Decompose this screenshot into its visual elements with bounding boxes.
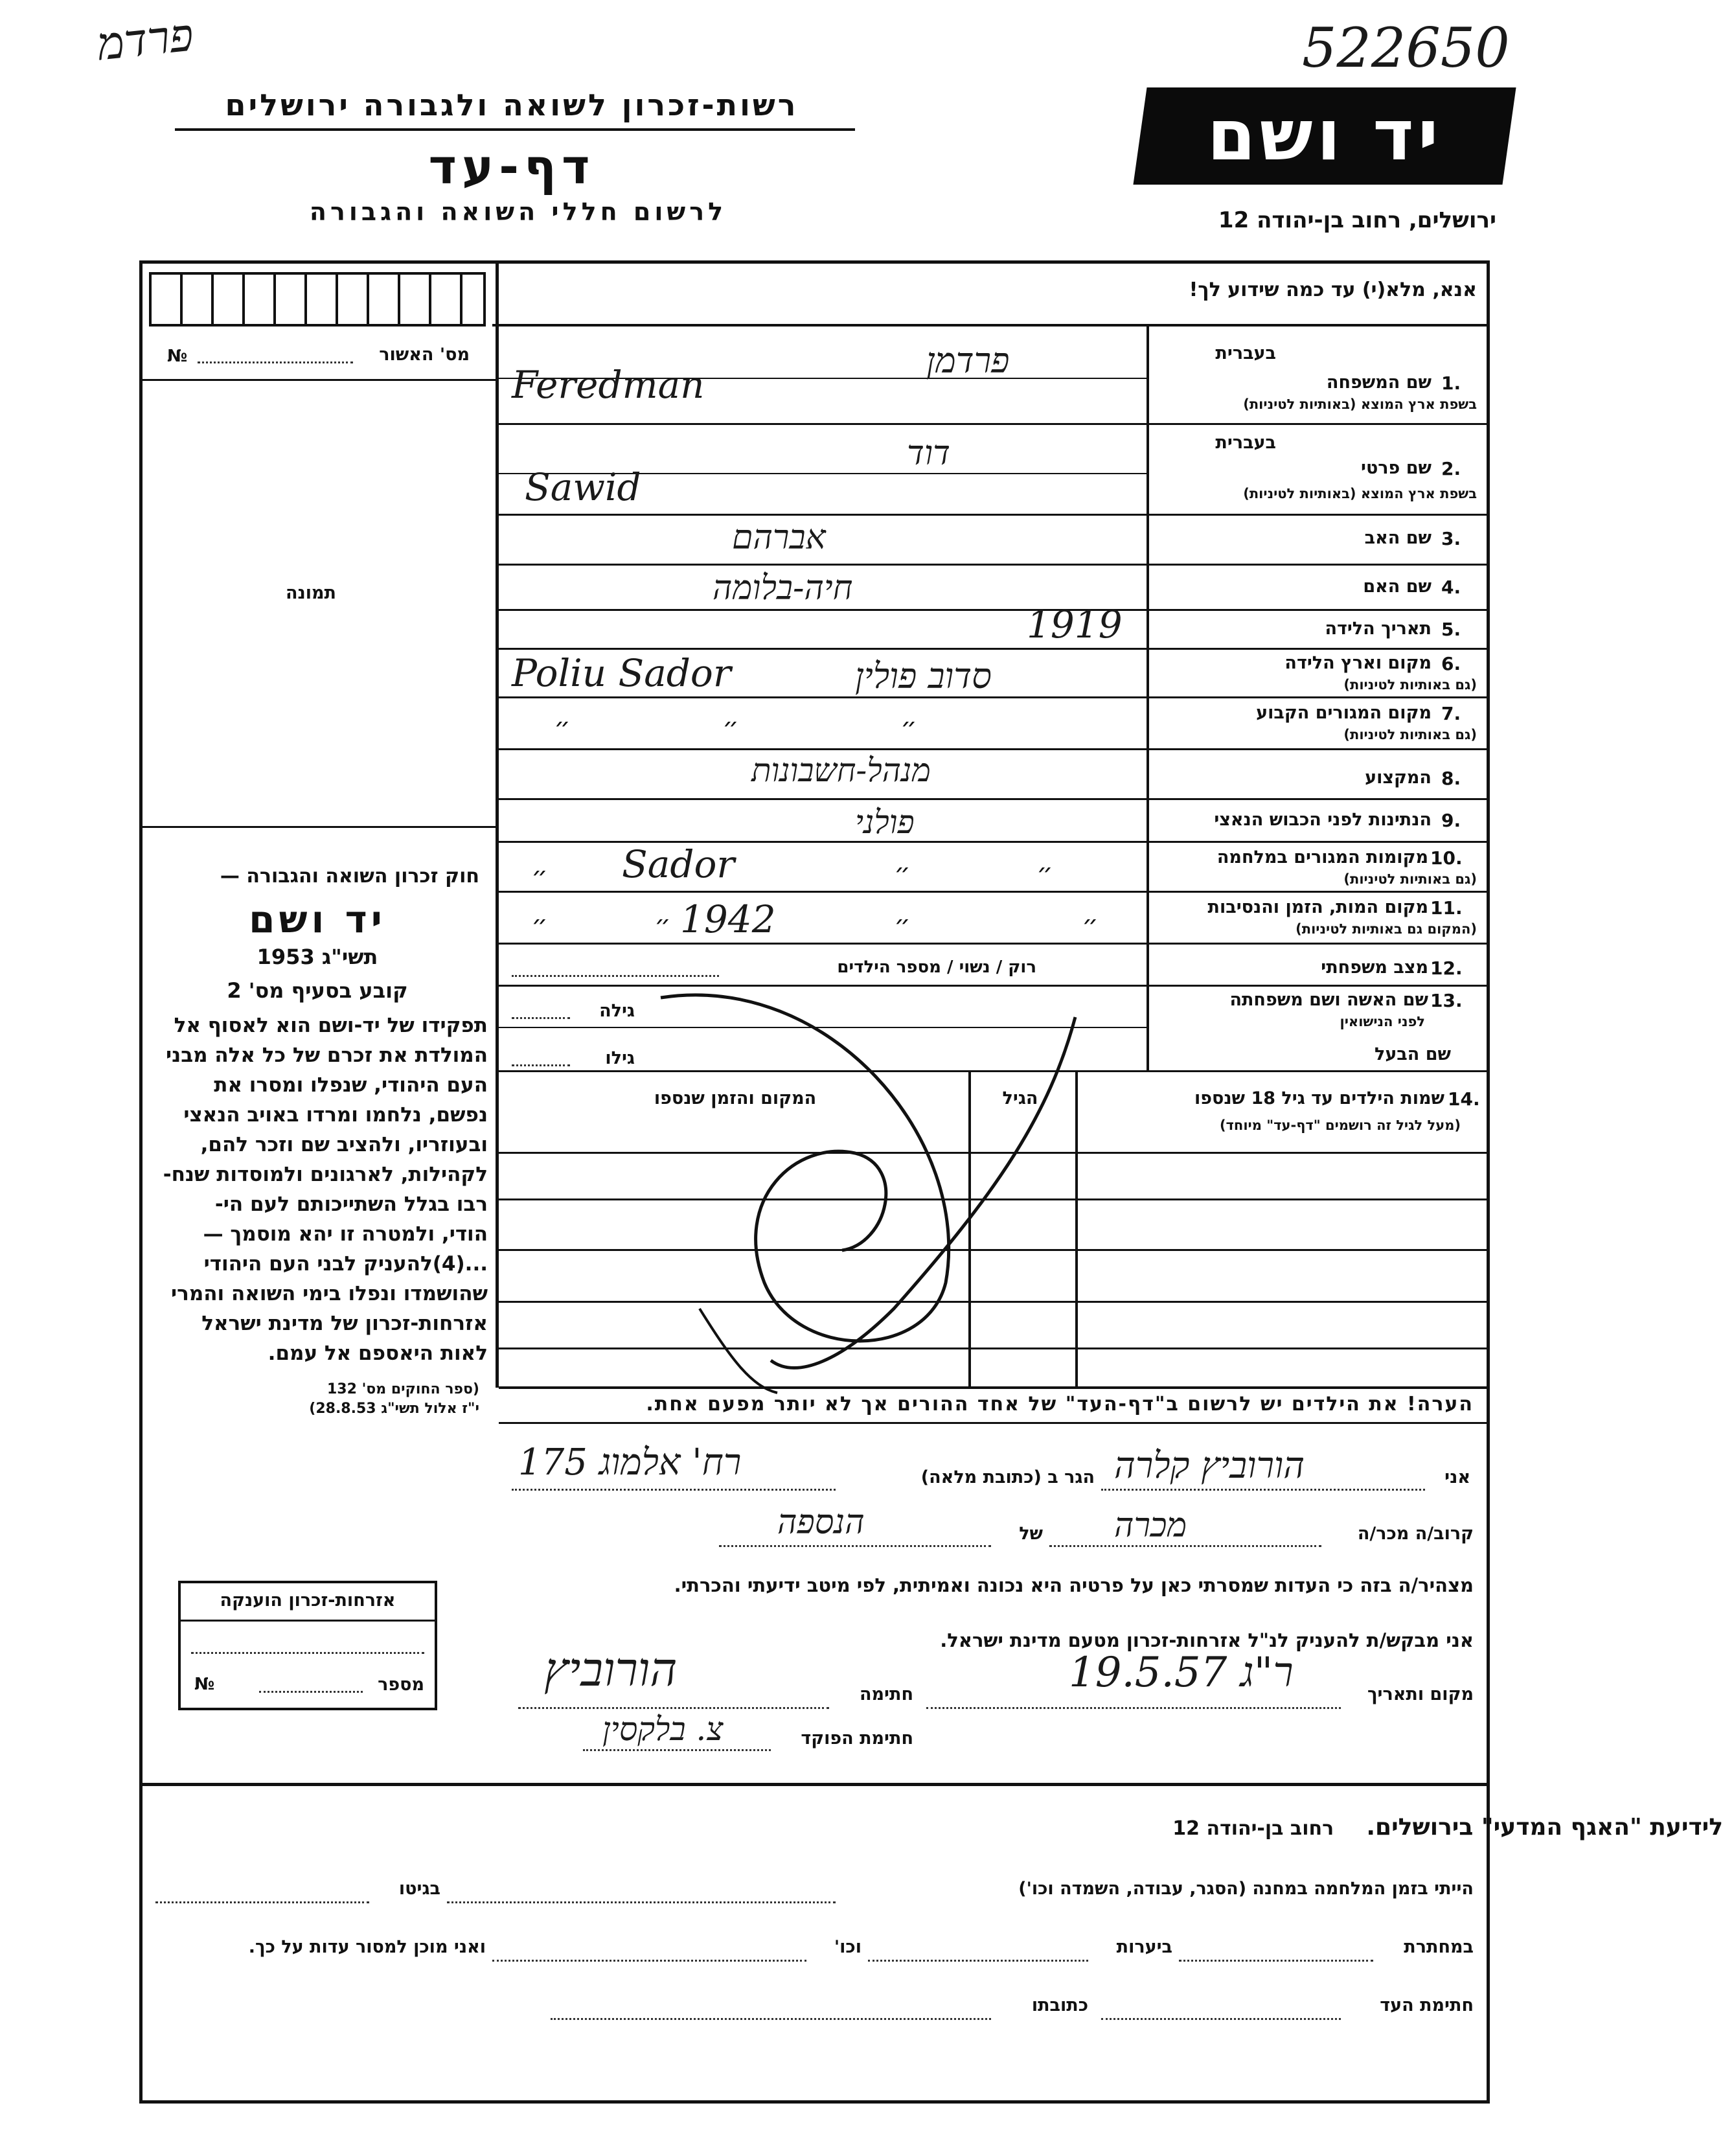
photo-divider [143, 826, 496, 828]
husband-label: שם הבעל [1374, 1044, 1451, 1064]
bottom-camp-dotline [447, 1901, 836, 1903]
law-text-line: המולדת את זכרם של כל אלה מבני [166, 1044, 488, 1067]
row-divider-6 [499, 696, 1490, 698]
address-dotline [512, 1489, 836, 1491]
field-9-number: 9. [1441, 810, 1461, 831]
law-text-line: שהושמדו ונפלו בימי השואה והמרי [171, 1282, 488, 1305]
bottom-etc-dotline [492, 1960, 806, 1962]
bottom-address-label: כתובתו [1031, 1995, 1088, 2015]
husband-age-dotline [512, 1064, 570, 1066]
field-1-sub: בשפת ארץ המוצא (באותיות לטיניות) [1243, 396, 1477, 412]
row-divider-3 [499, 564, 1490, 566]
field-5-label: תאריך הלידה [1325, 619, 1432, 639]
field-13-label: שם האשה ושם משפחתה [1229, 990, 1428, 1010]
children-sub: (מעל לגיל זה רושמים "דף-עד" מיוחד) [1219, 1118, 1461, 1133]
law-text-line: תפקידו של יד-ושם הוא לאסוף אל [174, 1014, 488, 1037]
approval-boxes [149, 272, 486, 327]
declarant-name-dotline [1101, 1489, 1425, 1491]
officer-signature-label: חתימת הפוקד [801, 1728, 913, 1749]
law-reference-2: י"ז אלול תשי"ג 28.8.53) [309, 1401, 479, 1417]
approval-label: מס' האשור [379, 345, 470, 365]
bottom-section-divider [139, 1783, 1490, 1786]
row-divider-1 [499, 423, 1490, 425]
photo-label: תמונה [285, 583, 337, 603]
field-12-number: 12. [1430, 958, 1463, 979]
field-11-sub: (המקום גם באותיות לטיניות) [1295, 921, 1477, 937]
field-2-sub: בשפת ארץ המוצא (באותיות לטיניות) [1243, 486, 1477, 501]
row-divider-11 [499, 943, 1490, 945]
field-10-number: 10. [1430, 847, 1463, 869]
field-1-label: שם המשפחה [1326, 373, 1432, 393]
field-3-label: שם האב [1364, 528, 1432, 548]
archive-number: 522650 [1302, 16, 1510, 80]
field-2-lang: בעברית [1215, 433, 1276, 453]
row-divider-10 [499, 891, 1490, 893]
field-6-number: 6. [1441, 653, 1461, 674]
surname-hebrew-value: פרדמן [926, 340, 1010, 381]
row-divider-7 [499, 748, 1490, 750]
bottom-underground-label: במחתרת [1404, 1937, 1474, 1957]
relation-value: מכרה [1114, 1506, 1187, 1545]
citizenship-box-divider [178, 1620, 437, 1622]
citizenship-box-no: № [194, 1675, 215, 1694]
signature-label: חתימה [859, 1684, 913, 1704]
law-text-line: הודי, ולמטרה זו יהא מוסמך — [203, 1222, 488, 1246]
field-10-sub: (גם באותיות לטיניות) [1343, 871, 1477, 887]
bottom-etc-label: וכו' [834, 1937, 862, 1957]
bottom-witness-dotline [1101, 2018, 1341, 2020]
of-dotline [719, 1545, 991, 1547]
bottom-heading [505, 1814, 1723, 1841]
children-place-header: המקום והזמן שנספו [654, 1088, 817, 1108]
row-divider-8 [499, 798, 1490, 800]
father-name-value: אברהם [732, 518, 826, 557]
law-text-line: נפשם, נלחמו ומרדו באויב הנאצי [183, 1103, 488, 1127]
wartime-place-value: Sador [622, 842, 735, 886]
birth-year-value: 1919 [1027, 602, 1123, 647]
field-7-label: מקום המגורים הקבוע [1256, 703, 1432, 723]
authority-underline [175, 128, 855, 131]
handwritten-file-code: פרדמ [95, 8, 196, 71]
birthplace-hebrew-value: סדוב פולין [855, 656, 992, 696]
field-2-number: 2. [1441, 458, 1461, 479]
left-column-border [496, 260, 499, 1388]
bottom-testimony-label: ואני מוכן למסור עדות על כך. [248, 1937, 486, 1957]
wartime-ditto-1: ״ [531, 862, 548, 891]
field-6-label: מקום וארץ הלידה [1284, 653, 1432, 673]
signature-dotline [518, 1707, 829, 1709]
field-6-sub: (גם באותיות לטיניות) [1343, 677, 1477, 693]
logo-text: יד ושם [1207, 95, 1443, 176]
bottom-camp-label: הייתי בזמן המלחמה במחנה (הסגר, עבודה, השמדה וכו') [1018, 1879, 1474, 1899]
surname-latin-value: Feredman [512, 363, 705, 407]
yad-vashem-logo [1133, 87, 1516, 185]
field-13-sub: לפני הנישואין [1340, 1014, 1425, 1029]
citizenship-box-line-2 [259, 1691, 363, 1693]
field-2-label: שם פרטי [1361, 458, 1432, 478]
law-text-line: רבו בגלל השתייכותם לעם הי- [214, 1193, 488, 1216]
place-date-dotline [926, 1707, 1341, 1709]
address-value: רח' אלמוג 175 [518, 1441, 742, 1484]
death-ditto-4: ״ [1082, 910, 1099, 940]
bottom-witness-signature-label: חתימת העד [1380, 1995, 1474, 2015]
wife-age-dotline [512, 1017, 570, 1019]
field-1-lang: בעברית [1215, 343, 1276, 363]
authority-name: רשות-זכרון לשואה ולגבורה ירושלים [225, 87, 799, 122]
firstname-latin-value: Sawid [525, 465, 641, 509]
citizenship-box-number-label: מספר [378, 1675, 424, 1695]
law-text-line: ...(4)להעניק לבני העם היהודי [203, 1252, 488, 1276]
residence-ditto-1: ״ [554, 713, 571, 742]
death-year-value: 1942 [680, 897, 776, 941]
approval-divider [143, 379, 496, 381]
place-date-label: מקום ותאריך [1367, 1684, 1474, 1704]
law-text [148, 1011, 488, 1368]
relative-label: קרוב/ה מכר/ה [1357, 1524, 1474, 1544]
law-year-number: 1953 [257, 945, 315, 969]
of-label: של [1019, 1524, 1043, 1544]
note-divider [499, 1422, 1490, 1424]
firstname-hebrew-value: דוד [907, 434, 950, 473]
field-8-label: המקצוע [1365, 768, 1432, 788]
death-ditto-1: ״ [531, 910, 548, 940]
residing-label: הגר ב (כתובת מלאה) [920, 1467, 1095, 1487]
declarant-name-value: הורוביץ קלרה [1114, 1445, 1305, 1487]
bottom-heading-text: לידיעת "האגף המדעי" בירושלים. [1366, 1814, 1723, 1841]
field-13-number: 13. [1430, 990, 1463, 1011]
bottom-heading-address: רחוב בן-יהודה 12 [1172, 1817, 1334, 1840]
bottom-ghetto-label: בגיטו [398, 1879, 440, 1899]
instruction-divider [492, 324, 1490, 327]
wife-age-label: גילה [599, 1001, 635, 1021]
relation-dotline [1049, 1545, 1321, 1547]
signature-value: הורוביץ [544, 1642, 678, 1697]
law-reference-1: (ספר החוקים מס' 132 [326, 1381, 479, 1397]
law-year [155, 945, 479, 969]
field-5-number: 5. [1441, 619, 1461, 640]
form-title: דף-עד [428, 139, 595, 195]
citizenship-value: פולני [855, 803, 915, 841]
law-text-line: ובעוזריו, ולהציב שם וזכר להם, [200, 1133, 488, 1156]
law-text-line: העם היהודי, שנפלו ומסרו את [214, 1073, 488, 1097]
field-11-label: מקום המות, הזמן והנסיבות [1207, 897, 1428, 917]
officer-signature-value: צ. בלקסין [602, 1710, 724, 1748]
bottom-forests-dotline [868, 1960, 1088, 1962]
children-age-header: הגיל [1002, 1088, 1038, 1108]
place-date-value: ר"ג 19.5.57 [1069, 1649, 1294, 1697]
approval-dotline [198, 361, 353, 363]
law-year-hebrew: תשי"ג [321, 945, 378, 969]
law-clause: קובע בסעיף מס' 2 [227, 978, 408, 1003]
field-12-label: מצב משפחתי [1321, 958, 1428, 978]
declarant-i-am: אני [1444, 1467, 1470, 1487]
husband-age-label: גילו [605, 1048, 635, 1068]
law-name: יד ושם [249, 897, 386, 941]
law-text-line: לאות היאספם אל עמם. [268, 1342, 488, 1365]
declaration-statement: מצהיר/ה בזה כי העדות שמסרתי כאן על פרטיה היא נכונה ואמיתית, לפי מיטב ידיעתי והכרתי. [674, 1574, 1474, 1596]
instruction-text: אנא, מלא(י) עד כמה שידוע לך! [1189, 279, 1477, 301]
wartime-ditto-3: ״ [1036, 858, 1053, 888]
profession-value: מנהל-חשבונות [751, 751, 931, 789]
residence-ditto-3: ״ [900, 713, 917, 742]
children-label: שמות הילדים עד גיל 18 שנספו [1194, 1088, 1444, 1108]
form-subtitle: לרשום חללי השואה והגבורה [309, 198, 727, 226]
field-7-sub: (גם באותיות לטיניות) [1343, 727, 1477, 742]
law-text-line: אזרחות-זכרון של מדינת ישראל [201, 1312, 488, 1335]
field-1-number: 1. [1441, 373, 1461, 394]
mother-name-value: חיה-בלומה [713, 569, 853, 608]
field-4-number: 4. [1441, 577, 1461, 598]
field-7-number: 7. [1441, 703, 1461, 724]
children-note: הערה! את הילדים יש לרשום ב"דף-העד" של אחד ההורים אך לא יותר מפעם אחת. [646, 1393, 1474, 1416]
field-9-label: הנתינות לפני הכבוש הנאצי [1214, 810, 1432, 830]
bottom-address-dotline [551, 2018, 991, 2020]
bottom-ghetto-dotline [155, 1901, 369, 1903]
row-divider-4 [499, 609, 1490, 611]
residence-ditto-2: ״ [722, 713, 739, 742]
field-11-number: 11. [1430, 897, 1463, 919]
field-4-label: שם האם [1363, 577, 1432, 597]
birthplace-latin-value: Poliu Sador [512, 651, 731, 695]
header-address: ירושלים, רחוב בן-יהודה 12 [1218, 207, 1496, 233]
bottom-forests-label: ביערות [1116, 1937, 1172, 1957]
officer-signature-dotline [583, 1749, 771, 1751]
law-text-line: לקהילות, לארגונים ולמוסדות שנח- [163, 1163, 488, 1186]
citizenship-box-line-1 [191, 1652, 424, 1654]
cancel-scribble [583, 946, 1166, 1399]
death-ditto-3: ״ [894, 910, 911, 940]
field-10-label: מקומות המגורים במלחמה [1216, 847, 1428, 867]
wartime-ditto-2: ״ [894, 858, 911, 888]
bottom-underground-dotline [1179, 1960, 1373, 1962]
row-divider-5 [499, 648, 1490, 650]
marital-options: רוק / נשוי / מספר הילדים [837, 958, 1036, 977]
row-divider-2 [499, 514, 1490, 516]
death-ditto-2: ״ [654, 910, 671, 940]
citizenship-request: אני מבקש/ת להעניק לנ"ל אזרחות-זכרון מטעם מדינת ישראל. [940, 1629, 1474, 1651]
of-value: הנספה [777, 1503, 865, 1542]
approval-no-symbol: № [167, 347, 188, 366]
field-8-number: 8. [1441, 768, 1461, 789]
field-3-number: 3. [1441, 528, 1461, 549]
children-number: 14. [1448, 1088, 1480, 1110]
law-title: חוק זכרון השואה והגבורה — [220, 865, 479, 888]
citizenship-box-title: אזרחות-זכרון הוענקה [220, 1590, 396, 1611]
